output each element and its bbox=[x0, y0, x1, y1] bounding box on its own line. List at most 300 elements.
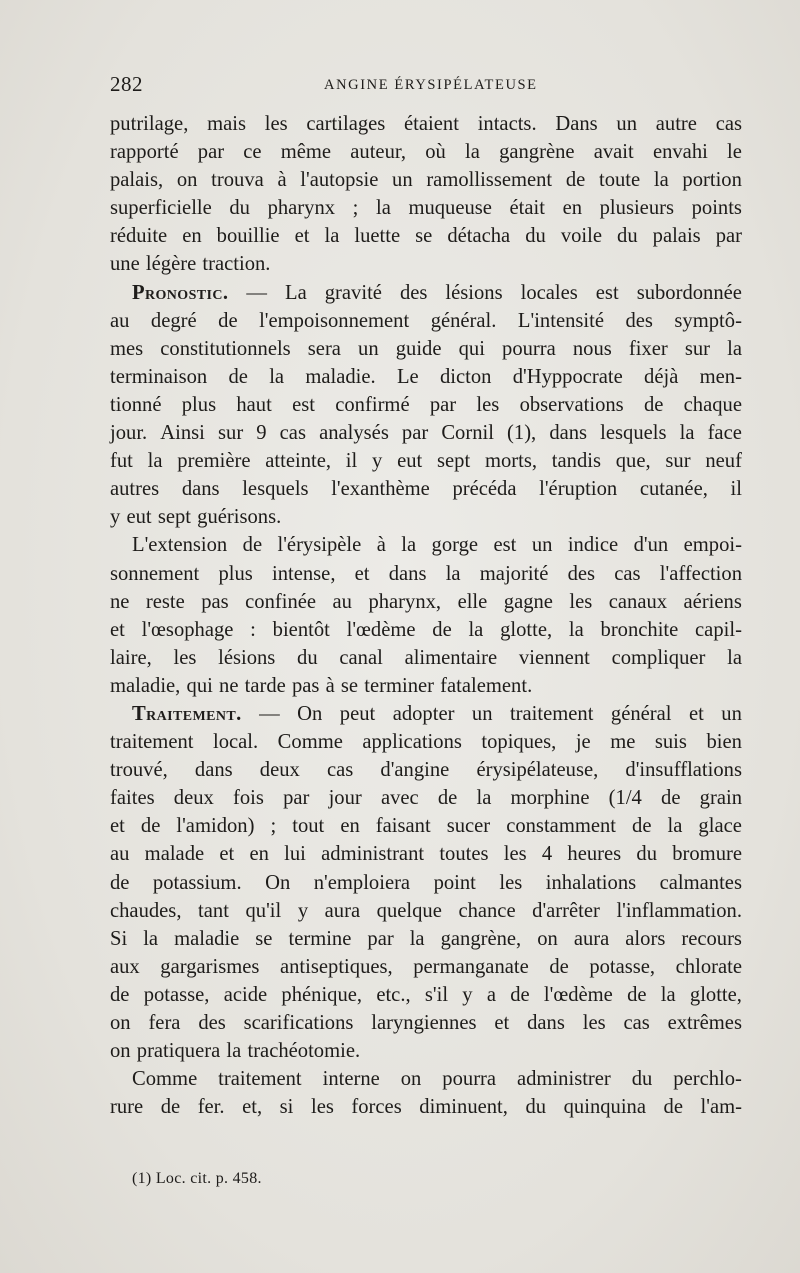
word: elle bbox=[457, 590, 488, 613]
body-text bbox=[110, 110, 742, 1121]
word: luette bbox=[354, 225, 401, 248]
word: traitement bbox=[110, 731, 194, 754]
word: voile bbox=[560, 225, 603, 248]
word: de bbox=[437, 787, 458, 810]
word: de bbox=[627, 983, 647, 1006]
word: quinquina bbox=[563, 1096, 646, 1119]
word: l'œsophage bbox=[141, 618, 234, 641]
word: sonnement bbox=[110, 562, 200, 585]
text-line bbox=[110, 419, 742, 447]
word: Traitement. bbox=[132, 702, 242, 725]
word: sur bbox=[218, 422, 244, 445]
word: ; bbox=[270, 815, 277, 838]
word: inhalations bbox=[545, 871, 637, 894]
word: du bbox=[525, 225, 546, 248]
word: superficielle bbox=[110, 197, 212, 220]
word: dans bbox=[194, 759, 233, 782]
word: L'intensité bbox=[517, 309, 604, 332]
word: constitutionnels bbox=[160, 337, 291, 360]
word: terminaison bbox=[110, 365, 208, 388]
word: dans bbox=[181, 478, 220, 501]
text-line bbox=[110, 728, 742, 756]
word: lesquels bbox=[242, 478, 309, 501]
word: cas bbox=[614, 562, 641, 585]
word: tionné bbox=[110, 393, 162, 416]
word: et bbox=[294, 225, 310, 248]
word: étaient bbox=[404, 113, 459, 135]
word: de bbox=[110, 983, 130, 1006]
word: s'il bbox=[424, 983, 449, 1006]
word: mais bbox=[207, 113, 246, 135]
word: la bbox=[269, 365, 285, 388]
text-line bbox=[110, 363, 742, 391]
word: tandis bbox=[551, 450, 601, 473]
word: les bbox=[569, 590, 593, 613]
word: aura bbox=[324, 899, 361, 922]
word: men- bbox=[699, 365, 742, 388]
word: y bbox=[297, 899, 309, 922]
word: etc., bbox=[376, 983, 411, 1006]
word: maladie, bbox=[110, 674, 181, 697]
word: chance bbox=[458, 899, 516, 922]
word: gangrène, bbox=[440, 927, 522, 950]
word: et bbox=[354, 562, 370, 585]
word: tout bbox=[292, 815, 325, 838]
text-line bbox=[110, 503, 742, 531]
word: tant bbox=[198, 899, 229, 922]
word: je bbox=[575, 731, 591, 754]
word: — bbox=[259, 702, 280, 725]
text-line bbox=[110, 279, 742, 307]
word: (1/4 bbox=[608, 787, 642, 810]
word: terminer bbox=[364, 674, 434, 697]
word: pourra bbox=[442, 1068, 497, 1091]
word: faisant bbox=[375, 815, 431, 838]
word: analysés bbox=[319, 422, 389, 445]
word: interne bbox=[322, 1068, 380, 1091]
word: d'insufflations bbox=[625, 759, 742, 782]
word: on bbox=[400, 1068, 422, 1091]
word: par bbox=[367, 927, 394, 950]
word: l'amidon) bbox=[176, 815, 255, 838]
text-line bbox=[110, 475, 742, 503]
word: jour bbox=[328, 787, 362, 810]
word: se bbox=[340, 674, 359, 697]
word: pharynx, bbox=[368, 590, 442, 613]
word: glotte, bbox=[689, 983, 742, 1006]
word: l'inflammation. bbox=[616, 899, 742, 922]
word: constamment bbox=[506, 815, 617, 838]
word: potasse, bbox=[143, 983, 210, 1006]
word: traitement bbox=[218, 1068, 302, 1091]
word: fut bbox=[110, 450, 133, 473]
text-line bbox=[110, 784, 742, 812]
word: observations bbox=[519, 393, 624, 416]
word: eut bbox=[126, 506, 152, 529]
word: canal bbox=[339, 646, 383, 669]
word: confinée bbox=[245, 590, 317, 613]
word: bouillie bbox=[216, 225, 280, 248]
word: palais bbox=[652, 225, 701, 248]
word: Le bbox=[396, 365, 419, 388]
word: réduite bbox=[110, 225, 168, 248]
word: Comme bbox=[277, 731, 343, 754]
word: calmantes bbox=[659, 871, 742, 894]
word: par bbox=[283, 787, 310, 810]
word: sur bbox=[665, 450, 691, 473]
word: dicton bbox=[439, 365, 492, 388]
word: les bbox=[499, 871, 523, 894]
word: l'empoisonnement bbox=[259, 309, 410, 332]
word: trouva bbox=[211, 169, 264, 192]
word: l'éruption bbox=[539, 478, 618, 501]
word: topiques, bbox=[481, 731, 557, 754]
word: de bbox=[549, 955, 569, 978]
word: déjà bbox=[644, 365, 679, 388]
word: on bbox=[537, 927, 558, 950]
word: muqueuse bbox=[408, 197, 492, 220]
word: gagne bbox=[503, 590, 553, 613]
word: au bbox=[110, 843, 130, 866]
word: un bbox=[471, 702, 493, 725]
word: par bbox=[429, 393, 457, 416]
word: (1), bbox=[507, 422, 537, 445]
word: symptô- bbox=[674, 309, 742, 332]
word: glotte, bbox=[500, 618, 553, 641]
text-line bbox=[110, 560, 742, 588]
word: fera bbox=[148, 1012, 181, 1034]
word: du bbox=[617, 225, 638, 248]
word: où bbox=[425, 141, 446, 164]
word: est bbox=[595, 281, 619, 304]
word: de bbox=[218, 309, 238, 332]
word: confirmé bbox=[335, 393, 410, 416]
word: tarde bbox=[244, 674, 286, 697]
word: de bbox=[565, 169, 586, 192]
word: l'autopsie bbox=[300, 169, 379, 192]
word: cartilages bbox=[306, 113, 386, 135]
word: gargarismes bbox=[160, 955, 260, 978]
word: rure bbox=[110, 1096, 144, 1119]
word: général. bbox=[430, 309, 497, 332]
text-line bbox=[110, 897, 742, 925]
word: cas bbox=[326, 759, 354, 782]
word: ramollissement bbox=[426, 169, 553, 192]
word: fois bbox=[233, 787, 264, 810]
word: Comme bbox=[132, 1068, 198, 1091]
text-line bbox=[110, 672, 742, 700]
word: au bbox=[332, 590, 352, 613]
word: envahi bbox=[652, 141, 708, 164]
word: précéda bbox=[452, 478, 517, 501]
word: deux bbox=[173, 787, 214, 810]
text-line bbox=[110, 1009, 742, 1037]
text-line bbox=[110, 531, 742, 559]
word: de bbox=[432, 618, 452, 641]
word: par bbox=[197, 141, 225, 164]
word: Ainsi bbox=[160, 422, 205, 445]
word: en bbox=[562, 197, 583, 220]
word: la bbox=[679, 422, 695, 445]
word: l'œdème bbox=[346, 618, 416, 641]
text-line bbox=[110, 812, 742, 840]
word: lui bbox=[284, 843, 306, 866]
word: laryngiennes bbox=[371, 1012, 477, 1034]
word: de bbox=[663, 1096, 683, 1119]
word: la bbox=[445, 562, 461, 585]
word: la bbox=[660, 983, 676, 1006]
word: mes bbox=[110, 337, 144, 360]
word: est bbox=[493, 534, 517, 557]
word: à bbox=[277, 169, 287, 192]
word: qui bbox=[186, 674, 213, 697]
word: a bbox=[486, 983, 496, 1006]
word: deux bbox=[259, 759, 300, 782]
word: un bbox=[392, 169, 413, 192]
word: que, bbox=[615, 450, 651, 473]
word: dans bbox=[388, 562, 427, 585]
word: lesquels bbox=[600, 422, 667, 445]
word: sur bbox=[684, 337, 710, 360]
word: les bbox=[310, 1096, 334, 1119]
word: bronchite bbox=[600, 618, 679, 641]
word: gangrène bbox=[499, 141, 575, 164]
word: scarifications bbox=[243, 1012, 354, 1034]
word: 4 bbox=[541, 843, 553, 866]
word: la bbox=[727, 337, 742, 360]
word: une bbox=[110, 253, 140, 276]
word: alimentaire bbox=[404, 646, 498, 669]
page-header bbox=[110, 72, 742, 102]
word: la bbox=[568, 618, 584, 641]
word: de bbox=[160, 1096, 181, 1119]
word: de bbox=[643, 393, 664, 416]
word: plusieurs bbox=[599, 197, 674, 220]
word: et bbox=[219, 843, 235, 866]
word: La bbox=[285, 281, 307, 304]
word: adopter bbox=[392, 702, 455, 725]
word: termine bbox=[288, 927, 352, 950]
word: des bbox=[567, 562, 596, 585]
word: y bbox=[462, 983, 473, 1006]
word: glace bbox=[698, 815, 742, 838]
word: trachéotomie. bbox=[247, 1040, 361, 1063]
word: la bbox=[727, 646, 742, 669]
word: les bbox=[476, 393, 500, 416]
word: forces bbox=[351, 1096, 402, 1119]
text-line bbox=[110, 953, 742, 981]
word: les bbox=[582, 1012, 606, 1034]
word: palais, bbox=[110, 169, 164, 192]
word: du bbox=[229, 197, 250, 220]
text-line bbox=[110, 981, 742, 1009]
word: antiseptiques, bbox=[280, 955, 393, 978]
word: le bbox=[727, 141, 742, 164]
word: 9 bbox=[256, 422, 267, 445]
text-line bbox=[110, 700, 742, 728]
word: érysipélateuse, bbox=[476, 759, 599, 782]
word: pharynx bbox=[267, 197, 336, 220]
word: plus bbox=[181, 393, 217, 416]
word: empoi- bbox=[683, 534, 742, 557]
text-line bbox=[110, 222, 742, 250]
word: : bbox=[250, 618, 256, 641]
text-line bbox=[110, 250, 742, 278]
word: fatalement. bbox=[440, 674, 533, 697]
word: un bbox=[721, 702, 742, 725]
word: qu'il bbox=[245, 899, 282, 922]
word: et bbox=[110, 815, 125, 838]
running-head: ANGINE ÉRYSIPÉLATEUSE bbox=[324, 77, 538, 93]
word: et bbox=[688, 702, 704, 725]
word: plus bbox=[218, 562, 253, 585]
word: la bbox=[143, 927, 159, 950]
word: locales bbox=[520, 281, 578, 304]
word: morphine bbox=[510, 787, 590, 810]
word: et, bbox=[242, 1096, 263, 1119]
word: par bbox=[401, 422, 429, 445]
text-line bbox=[110, 756, 742, 784]
word: cas bbox=[623, 1012, 650, 1034]
word: haut bbox=[236, 393, 272, 416]
word: qui bbox=[458, 337, 485, 360]
word: un bbox=[616, 113, 638, 135]
word: traitement bbox=[509, 702, 594, 725]
word: aériens bbox=[683, 590, 742, 613]
page-number: 282 bbox=[110, 72, 143, 96]
word: légère bbox=[145, 253, 197, 276]
word: sept bbox=[437, 450, 471, 473]
word: aura bbox=[573, 927, 610, 950]
word: fixer bbox=[628, 337, 668, 360]
word: L'extension bbox=[132, 534, 228, 557]
word: permanganate bbox=[413, 955, 529, 978]
word: l'érysipèle bbox=[277, 534, 362, 557]
word: pas bbox=[291, 674, 320, 697]
word: de bbox=[140, 815, 161, 838]
text-line bbox=[110, 588, 742, 616]
word: y bbox=[110, 506, 121, 529]
word: toutes bbox=[439, 843, 489, 866]
word: sept bbox=[157, 506, 191, 529]
word: de bbox=[510, 983, 530, 1006]
word: la bbox=[226, 1040, 242, 1063]
word: majorité bbox=[479, 562, 549, 585]
word: général bbox=[610, 702, 672, 725]
word: rapporté bbox=[110, 141, 179, 164]
word: ne bbox=[110, 590, 130, 613]
word: Si bbox=[110, 927, 128, 950]
word: dans bbox=[527, 1012, 565, 1034]
word: subordonnée bbox=[636, 281, 742, 304]
word: canaux bbox=[608, 590, 668, 613]
word: ne bbox=[219, 674, 239, 697]
word: un bbox=[531, 534, 553, 557]
word: avec bbox=[380, 787, 419, 810]
word: diminuent, bbox=[419, 1096, 508, 1119]
word: bien bbox=[706, 731, 742, 754]
word: nous bbox=[572, 337, 612, 360]
word: à bbox=[376, 534, 386, 557]
word: la bbox=[468, 618, 484, 641]
word: cutanée, bbox=[639, 478, 708, 501]
word: se bbox=[255, 927, 273, 950]
word: potasse, bbox=[589, 955, 656, 978]
word: à bbox=[325, 674, 335, 697]
word: la bbox=[476, 787, 492, 810]
word: on bbox=[176, 169, 198, 192]
word: même bbox=[280, 141, 332, 164]
word: laire, bbox=[110, 646, 152, 669]
text-line bbox=[110, 1093, 742, 1121]
word: un bbox=[358, 337, 379, 360]
word: guérisons. bbox=[197, 506, 282, 529]
text-line bbox=[110, 869, 742, 897]
word: recours bbox=[681, 927, 742, 950]
word: perchlo- bbox=[673, 1068, 742, 1091]
word: d'un bbox=[633, 534, 669, 557]
word: Pronostic. bbox=[132, 281, 229, 304]
text-line bbox=[110, 925, 742, 953]
word: si bbox=[279, 1096, 294, 1119]
word: y bbox=[372, 450, 383, 473]
word: quelque bbox=[376, 899, 442, 922]
word: pourra bbox=[502, 337, 556, 360]
word: On bbox=[297, 702, 323, 725]
text-line bbox=[110, 447, 742, 475]
word: en bbox=[340, 815, 360, 838]
word: la bbox=[667, 815, 683, 838]
word: compliquer bbox=[611, 646, 706, 669]
word: cas bbox=[715, 113, 742, 135]
word: on bbox=[110, 1012, 131, 1034]
word: me bbox=[610, 731, 636, 754]
text-line bbox=[110, 644, 742, 672]
word: ; bbox=[352, 197, 359, 220]
word: de bbox=[661, 787, 681, 810]
word: les bbox=[503, 843, 527, 866]
word: bromure bbox=[672, 843, 742, 866]
word: la bbox=[401, 534, 417, 557]
word: et bbox=[494, 1012, 510, 1034]
word: avait bbox=[593, 141, 634, 164]
word: local. bbox=[212, 731, 259, 754]
word: la bbox=[465, 141, 480, 164]
word: degré bbox=[150, 309, 197, 332]
word: l'œdème bbox=[543, 983, 613, 1006]
word: suis bbox=[654, 731, 687, 754]
word: atteinte, bbox=[265, 450, 332, 473]
word: acide bbox=[223, 983, 268, 1006]
word: intacts. bbox=[477, 113, 537, 135]
word: auteur, bbox=[350, 141, 407, 164]
footnote: (1) Loc. cit. p. 458. bbox=[132, 1170, 262, 1187]
word: des bbox=[625, 309, 653, 332]
word: peut bbox=[339, 702, 376, 725]
word: la bbox=[375, 197, 391, 220]
word: capil- bbox=[695, 618, 742, 641]
word: du bbox=[297, 646, 318, 669]
word: eut bbox=[397, 450, 423, 473]
word: de bbox=[242, 534, 263, 557]
word: points bbox=[691, 197, 742, 220]
text-line bbox=[110, 166, 742, 194]
word: — bbox=[246, 281, 268, 304]
text-line bbox=[110, 391, 742, 419]
word: du bbox=[631, 1068, 653, 1091]
word: fer. bbox=[197, 1096, 225, 1119]
word: du bbox=[636, 843, 657, 866]
